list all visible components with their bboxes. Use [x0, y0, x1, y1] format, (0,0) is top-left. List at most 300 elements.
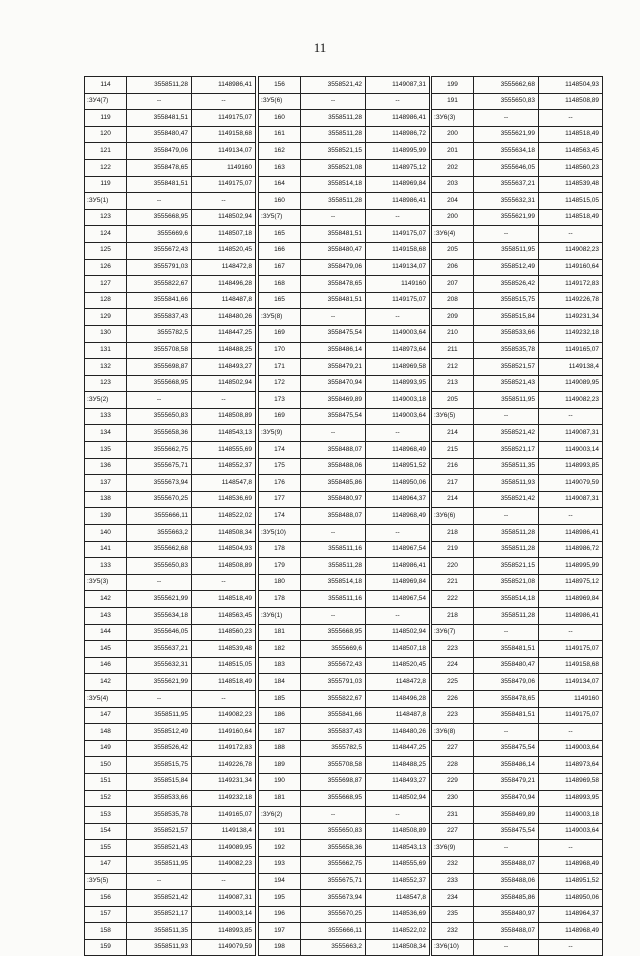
y-coordinate-cell: 1149079,59	[539, 475, 603, 492]
y-coordinate-cell: 1149087,31	[366, 77, 430, 94]
x-coordinate-cell: 3555837,43	[127, 309, 192, 326]
table-row	[85, 259, 256, 276]
point-number-cell: 142	[85, 591, 127, 608]
x-coordinate-cell: 3555698,87	[301, 773, 366, 790]
x-coordinate-cell: 3558512,49	[474, 259, 539, 276]
page-number: 11	[313, 40, 327, 55]
x-coordinate-cell: 3558521,57	[127, 823, 192, 840]
y-coordinate-cell: 1148969,58	[366, 359, 430, 376]
y-coordinate-cell: 1148969,84	[366, 574, 430, 591]
table-row	[259, 641, 430, 658]
point-number-cell: 195	[259, 890, 301, 907]
table-row	[85, 873, 256, 890]
y-coordinate-cell: 1149160	[539, 690, 603, 707]
point-number-cell: 177	[259, 491, 301, 508]
y-coordinate-cell: 1148552,37	[366, 873, 430, 890]
table-row	[432, 674, 603, 691]
table-row	[259, 724, 430, 741]
point-number-cell: 130	[85, 325, 127, 342]
point-number-cell: 125	[85, 242, 127, 259]
x-coordinate-cell: --	[301, 309, 366, 326]
x-coordinate-cell: 3555663,2	[127, 525, 192, 542]
x-coordinate-cell: 3558511,16	[301, 541, 366, 558]
table-row	[432, 325, 603, 342]
table-row	[259, 591, 430, 608]
point-number-cell: 230	[432, 790, 474, 807]
table-row	[432, 624, 603, 641]
point-number-cell: :ЗУ5(3)	[85, 574, 127, 591]
x-coordinate-cell: 3558479,21	[474, 773, 539, 790]
x-coordinate-cell: 3555670,25	[301, 906, 366, 923]
x-coordinate-cell: --	[301, 425, 366, 442]
y-coordinate-cell: 1149226,78	[539, 292, 603, 309]
table-row	[85, 724, 256, 741]
y-coordinate-cell: 1148518,49	[539, 126, 603, 143]
table-row	[85, 193, 256, 210]
point-number-cell: :ЗУ6(10)	[432, 939, 474, 956]
table-row	[85, 209, 256, 226]
x-coordinate-cell: 3558521,43	[127, 840, 192, 857]
point-number-cell: 184	[259, 674, 301, 691]
table-row	[85, 840, 256, 857]
x-coordinate-cell: --	[474, 724, 539, 741]
point-number-cell: 120	[85, 126, 127, 143]
x-coordinate-cell: 3555646,05	[127, 624, 192, 641]
x-coordinate-cell: 3555791,03	[301, 674, 366, 691]
x-coordinate-cell: 3555650,83	[474, 93, 539, 110]
y-coordinate-cell: 1148560,23	[192, 624, 256, 641]
y-coordinate-cell: 1149138,4	[539, 359, 603, 376]
y-coordinate-cell: 1148552,37	[192, 458, 256, 475]
y-coordinate-cell: 1149160,64	[539, 259, 603, 276]
point-number-cell: 200	[432, 209, 474, 226]
table-row	[259, 242, 430, 259]
y-coordinate-cell: 1149079,59	[192, 939, 256, 956]
x-coordinate-cell: 3555658,36	[301, 840, 366, 857]
y-coordinate-cell: 1148993,85	[192, 923, 256, 940]
y-coordinate-cell: 1149003,18	[366, 392, 430, 409]
x-coordinate-cell: 3558521,08	[474, 574, 539, 591]
x-coordinate-cell: --	[474, 226, 539, 243]
point-number-cell: 134	[85, 425, 127, 442]
table-row	[432, 442, 603, 459]
table-row	[85, 591, 256, 608]
table-row	[432, 724, 603, 741]
y-coordinate-cell: 1149082,23	[539, 242, 603, 259]
point-number-cell: 174	[259, 508, 301, 525]
table-row	[432, 757, 603, 774]
table-row	[259, 541, 430, 558]
x-coordinate-cell: 3555650,83	[301, 823, 366, 840]
y-coordinate-cell: 1148973,64	[539, 757, 603, 774]
point-number-cell: 225	[432, 674, 474, 691]
point-number-cell: 212	[432, 359, 474, 376]
x-coordinate-cell: 3555668,95	[301, 624, 366, 641]
table-row	[432, 425, 603, 442]
table-row	[85, 475, 256, 492]
x-coordinate-cell: --	[127, 690, 192, 707]
y-coordinate-cell: 1148968,49	[366, 508, 430, 525]
table-row	[259, 143, 430, 160]
y-coordinate-cell: --	[192, 690, 256, 707]
table-row	[432, 342, 603, 359]
table-row	[259, 690, 430, 707]
x-coordinate-cell: 3558511,28	[301, 126, 366, 143]
y-coordinate-cell: 1149087,31	[192, 890, 256, 907]
table-row	[432, 840, 603, 857]
y-coordinate-cell: 1148563,45	[539, 143, 603, 160]
point-number-cell: 220	[432, 558, 474, 575]
table-row	[85, 442, 256, 459]
x-coordinate-cell: 3558481,51	[474, 641, 539, 658]
x-coordinate-cell: 3558478,65	[127, 159, 192, 176]
x-coordinate-cell: 3555698,87	[127, 359, 192, 376]
y-coordinate-cell: 1149089,95	[539, 375, 603, 392]
point-number-cell: 179	[259, 558, 301, 575]
point-number-cell: 188	[259, 740, 301, 757]
table-row	[259, 491, 430, 508]
y-coordinate-cell: 1148975,12	[539, 574, 603, 591]
y-coordinate-cell: 1148539,48	[192, 641, 256, 658]
y-coordinate-cell: 1149158,68	[192, 126, 256, 143]
x-coordinate-cell: 3558511,93	[127, 939, 192, 956]
table-row	[432, 375, 603, 392]
x-coordinate-cell: 3558480,97	[301, 491, 366, 508]
y-coordinate-cell: --	[366, 807, 430, 824]
x-coordinate-cell: 3555669,6	[127, 226, 192, 243]
x-coordinate-cell: 3555673,94	[127, 475, 192, 492]
point-number-cell: 217	[432, 475, 474, 492]
point-number-cell: 143	[85, 608, 127, 625]
point-number-cell: :ЗУ5(7)	[259, 209, 301, 226]
table-row	[85, 226, 256, 243]
y-coordinate-cell: 1148522,02	[192, 508, 256, 525]
x-coordinate-cell: 3558488,06	[301, 458, 366, 475]
point-number-cell: 139	[85, 508, 127, 525]
y-coordinate-cell: 1148508,89	[539, 93, 603, 110]
table-row	[259, 657, 430, 674]
table-row	[259, 425, 430, 442]
y-coordinate-cell: 1149160	[366, 276, 430, 293]
y-coordinate-cell: 1149134,07	[192, 143, 256, 160]
x-coordinate-cell: 3558480,47	[474, 657, 539, 674]
y-coordinate-cell: --	[366, 425, 430, 442]
table-row	[85, 674, 256, 691]
y-coordinate-cell: 1148493,27	[366, 773, 430, 790]
table-row	[432, 790, 603, 807]
y-coordinate-cell: --	[539, 508, 603, 525]
x-coordinate-cell: 3555675,71	[127, 458, 192, 475]
y-coordinate-cell: 1148563,45	[192, 608, 256, 625]
point-number-cell: 127	[85, 276, 127, 293]
x-coordinate-cell: 3558521,15	[474, 558, 539, 575]
table-row	[85, 359, 256, 376]
point-number-cell: 164	[259, 176, 301, 193]
point-number-cell: 160	[259, 193, 301, 210]
x-coordinate-cell: 3558481,51	[301, 292, 366, 309]
table-row	[432, 823, 603, 840]
x-coordinate-cell: --	[301, 209, 366, 226]
table-row	[259, 873, 430, 890]
x-coordinate-cell: 3558488,07	[301, 508, 366, 525]
y-coordinate-cell: --	[539, 110, 603, 127]
table-row	[432, 773, 603, 790]
table-row	[432, 276, 603, 293]
table-row	[259, 823, 430, 840]
point-number-cell: 163	[259, 159, 301, 176]
y-coordinate-cell: 1148522,02	[366, 923, 430, 940]
table-row	[259, 159, 430, 176]
y-coordinate-cell: 1148986,41	[192, 77, 256, 94]
y-coordinate-cell: 1149158,68	[366, 242, 430, 259]
table-row	[432, 159, 603, 176]
table-row	[432, 226, 603, 243]
point-number-cell: 156	[259, 77, 301, 94]
table-row	[259, 193, 430, 210]
x-coordinate-cell: 3558488,07	[474, 923, 539, 940]
y-coordinate-cell: --	[192, 93, 256, 110]
point-number-cell: 162	[259, 143, 301, 160]
table-row	[432, 110, 603, 127]
point-number-cell: 166	[259, 242, 301, 259]
table-row	[85, 93, 256, 110]
table-row	[85, 790, 256, 807]
y-coordinate-cell: 1149082,23	[192, 707, 256, 724]
y-coordinate-cell: 1149087,31	[539, 425, 603, 442]
x-coordinate-cell: 3558486,14	[474, 757, 539, 774]
table-row	[85, 159, 256, 176]
point-number-cell: 133	[85, 558, 127, 575]
point-number-cell: 233	[432, 873, 474, 890]
table-row	[259, 110, 430, 127]
table-row	[259, 890, 430, 907]
table-row	[85, 408, 256, 425]
point-number-cell: 223	[432, 707, 474, 724]
y-coordinate-cell: --	[539, 840, 603, 857]
point-number-cell: 224	[432, 657, 474, 674]
table-row	[259, 226, 430, 243]
table-row	[259, 325, 430, 342]
y-coordinate-cell: 1148993,85	[539, 458, 603, 475]
table-row	[85, 143, 256, 160]
x-coordinate-cell: 3555669,6	[301, 641, 366, 658]
x-coordinate-cell: --	[301, 93, 366, 110]
y-coordinate-cell: 1149165,07	[192, 807, 256, 824]
x-coordinate-cell: 3558521,42	[127, 890, 192, 907]
point-number-cell: 201	[432, 143, 474, 160]
x-coordinate-cell: 3558488,07	[474, 856, 539, 873]
y-coordinate-cell: 1148555,69	[192, 442, 256, 459]
table-row	[432, 525, 603, 542]
y-coordinate-cell: 1148995,99	[366, 143, 430, 160]
y-coordinate-cell: 1148518,49	[192, 591, 256, 608]
x-coordinate-cell: 3558470,94	[474, 790, 539, 807]
x-coordinate-cell: 3558514,18	[301, 574, 366, 591]
point-number-cell: 205	[432, 242, 474, 259]
point-number-cell: 165	[259, 292, 301, 309]
point-number-cell: 132	[85, 359, 127, 376]
y-coordinate-cell: 1148555,69	[366, 856, 430, 873]
table-row	[85, 342, 256, 359]
y-coordinate-cell: 1148536,69	[192, 491, 256, 508]
y-coordinate-cell: 1148488,25	[192, 342, 256, 359]
x-coordinate-cell: 3558511,35	[474, 458, 539, 475]
x-coordinate-cell: 3555841,66	[127, 292, 192, 309]
y-coordinate-cell: 1149231,34	[192, 773, 256, 790]
x-coordinate-cell: 3555708,58	[127, 342, 192, 359]
table-row	[259, 574, 430, 591]
y-coordinate-cell: --	[366, 309, 430, 326]
x-coordinate-cell: 3558475,54	[301, 325, 366, 342]
point-number-cell: 140	[85, 525, 127, 542]
point-number-cell: 191	[432, 93, 474, 110]
y-coordinate-cell: 1148480,26	[192, 309, 256, 326]
y-coordinate-cell: 1149003,64	[366, 325, 430, 342]
table-row	[259, 790, 430, 807]
table-row	[259, 856, 430, 873]
y-coordinate-cell: 1148508,89	[192, 558, 256, 575]
y-coordinate-cell: 1148543,13	[192, 425, 256, 442]
table-row	[432, 856, 603, 873]
y-coordinate-cell: 1148986,41	[366, 193, 430, 210]
table-row	[432, 923, 603, 940]
point-number-cell: :ЗУ4(7)	[85, 93, 127, 110]
table-row	[432, 541, 603, 558]
table-row	[259, 525, 430, 542]
x-coordinate-cell: --	[474, 939, 539, 956]
point-number-cell: :ЗУ6(2)	[259, 807, 301, 824]
point-number-cell: 147	[85, 707, 127, 724]
point-number-cell: 218	[432, 525, 474, 542]
table-row	[259, 773, 430, 790]
y-coordinate-cell: 1149175,07	[366, 292, 430, 309]
table-row	[259, 309, 430, 326]
x-coordinate-cell: --	[474, 508, 539, 525]
y-coordinate-cell: --	[366, 525, 430, 542]
x-coordinate-cell: 3555632,31	[127, 657, 192, 674]
x-coordinate-cell: 3558481,51	[301, 226, 366, 243]
point-number-cell: 123	[85, 209, 127, 226]
point-number-cell: 216	[432, 458, 474, 475]
x-coordinate-cell: 3558511,16	[301, 591, 366, 608]
point-number-cell: 136	[85, 458, 127, 475]
point-number-cell: 129	[85, 309, 127, 326]
y-coordinate-cell: 1148507,18	[192, 226, 256, 243]
point-number-cell: 191	[259, 823, 301, 840]
x-coordinate-cell: --	[127, 193, 192, 210]
point-number-cell: :ЗУ6(3)	[432, 110, 474, 127]
point-number-cell: 206	[432, 259, 474, 276]
table-row	[432, 309, 603, 326]
x-coordinate-cell: 3558475,54	[301, 408, 366, 425]
point-number-cell: 190	[259, 773, 301, 790]
x-coordinate-cell: 3555675,71	[301, 873, 366, 890]
point-number-cell: 119	[85, 176, 127, 193]
x-coordinate-cell: 3558485,86	[474, 890, 539, 907]
table-row	[85, 276, 256, 293]
table-row	[259, 608, 430, 625]
y-coordinate-cell: 1149160	[192, 159, 256, 176]
table-row	[259, 292, 430, 309]
y-coordinate-cell: 1148975,12	[366, 159, 430, 176]
point-number-cell: :ЗУ5(2)	[85, 392, 127, 409]
x-coordinate-cell: 3558514,18	[301, 176, 366, 193]
x-coordinate-cell: 3558479,21	[301, 359, 366, 376]
x-coordinate-cell: 3558469,89	[301, 392, 366, 409]
x-coordinate-cell: 3558521,08	[301, 159, 366, 176]
table-row	[85, 491, 256, 508]
table-row	[259, 408, 430, 425]
table-row	[85, 425, 256, 442]
x-coordinate-cell: 3555621,99	[127, 591, 192, 608]
y-coordinate-cell: 1148547,8	[366, 890, 430, 907]
table-row	[432, 93, 603, 110]
y-coordinate-cell: 1148520,45	[366, 657, 430, 674]
table-row	[432, 259, 603, 276]
y-coordinate-cell: 1149175,07	[192, 176, 256, 193]
table-row	[432, 574, 603, 591]
point-number-cell: 147	[85, 856, 127, 873]
x-coordinate-cell: 3555637,21	[474, 176, 539, 193]
y-coordinate-cell: 1148515,05	[539, 193, 603, 210]
y-coordinate-cell: 1148502,94	[366, 624, 430, 641]
table-row	[259, 209, 430, 226]
y-coordinate-cell: 1148472,8	[366, 674, 430, 691]
point-number-cell: 189	[259, 757, 301, 774]
table-row	[85, 657, 256, 674]
point-number-cell: 199	[432, 77, 474, 94]
y-coordinate-cell: 1148504,93	[539, 77, 603, 94]
table-row	[85, 508, 256, 525]
x-coordinate-cell: 3555650,83	[127, 558, 192, 575]
x-coordinate-cell: 3558480,47	[301, 242, 366, 259]
y-coordinate-cell: 1148508,34	[192, 525, 256, 542]
x-coordinate-cell: --	[474, 624, 539, 641]
y-coordinate-cell: 1149134,07	[366, 259, 430, 276]
point-number-cell: 173	[259, 392, 301, 409]
y-coordinate-cell: 1148507,18	[366, 641, 430, 658]
table-row	[85, 375, 256, 392]
table-row	[85, 939, 256, 956]
x-coordinate-cell: 3558481,51	[474, 707, 539, 724]
y-coordinate-cell: 1148496,28	[192, 276, 256, 293]
x-coordinate-cell: 3555668,95	[301, 790, 366, 807]
point-number-cell: 227	[432, 823, 474, 840]
point-number-cell: 161	[259, 126, 301, 143]
point-number-cell: 223	[432, 641, 474, 658]
x-coordinate-cell: 3558511,93	[474, 475, 539, 492]
y-coordinate-cell: 1148986,41	[539, 608, 603, 625]
y-coordinate-cell: 1148968,49	[539, 856, 603, 873]
point-number-cell: 175	[259, 458, 301, 475]
table-row	[432, 242, 603, 259]
table-row	[85, 558, 256, 575]
point-number-cell: 234	[432, 890, 474, 907]
point-number-cell: 154	[85, 823, 127, 840]
x-coordinate-cell: 3555673,94	[301, 890, 366, 907]
table-row	[432, 508, 603, 525]
point-number-cell: 178	[259, 541, 301, 558]
y-coordinate-cell: 1148518,49	[539, 209, 603, 226]
y-coordinate-cell: 1148502,94	[192, 375, 256, 392]
point-number-cell: 187	[259, 724, 301, 741]
x-coordinate-cell: 3558535,78	[127, 807, 192, 824]
point-number-cell: 228	[432, 757, 474, 774]
table-row	[432, 408, 603, 425]
x-coordinate-cell: 3558481,51	[127, 176, 192, 193]
point-number-cell: 221	[432, 574, 474, 591]
y-coordinate-cell: 1148536,69	[366, 906, 430, 923]
